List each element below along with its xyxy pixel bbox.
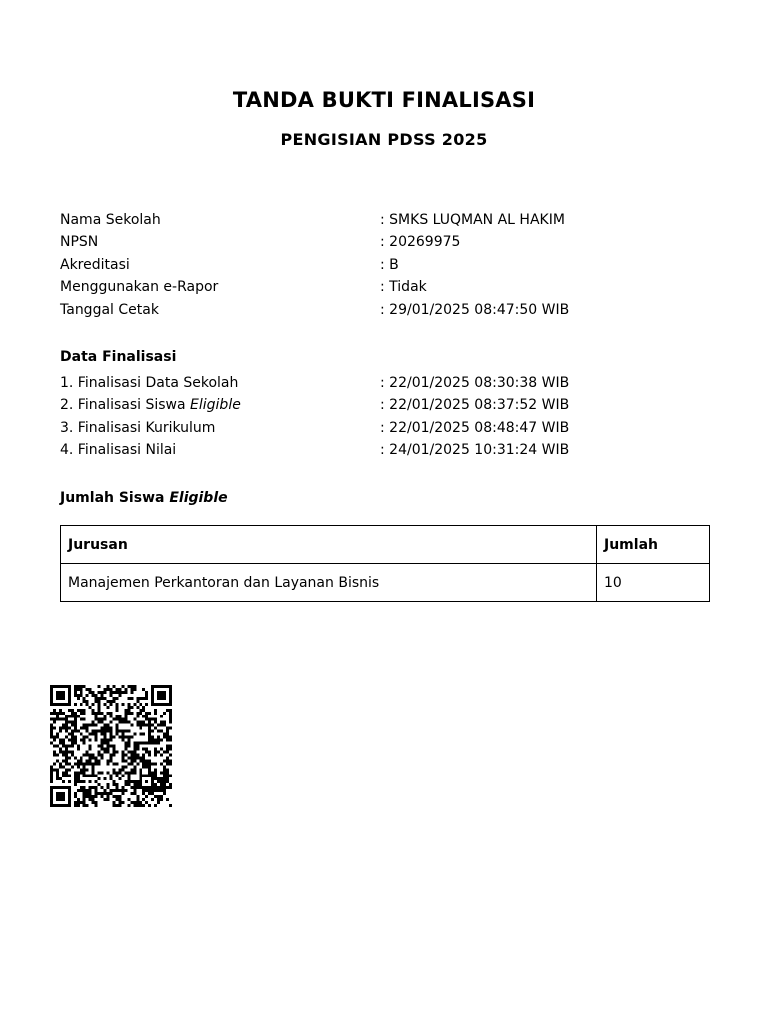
- finalisasi-row: [60, 439, 720, 461]
- info-row-tanggal-cetak: [60, 299, 720, 321]
- finalisasi-row: [60, 372, 720, 394]
- finalisasi-label: 4. Finalisasi Nilai: [60, 442, 177, 458]
- info-value: : Tidak: [380, 279, 427, 295]
- section-title-finalisasi: Data Finalisasi: [60, 349, 177, 365]
- finalisasi-label: 3. Finalisasi Kurikulum: [60, 420, 216, 436]
- info-label: Nama Sekolah: [60, 212, 161, 228]
- info-label: Akreditasi: [60, 257, 130, 273]
- table-row: [61, 564, 710, 602]
- cell-jumlah: 10: [597, 564, 710, 602]
- column-header-jurusan: Jurusan: [61, 526, 597, 564]
- info-row-nama-sekolah: [60, 209, 720, 231]
- finalisasi-value: : 22/01/2025 08:37:52 WIB: [380, 397, 570, 413]
- section-title-eligible: Jumlah Siswa Eligible: [60, 490, 228, 506]
- document-subtitle: PENGISIAN PDSS 2025: [280, 130, 488, 149]
- info-value: : 20269975: [380, 234, 461, 250]
- info-label: NPSN: [60, 234, 99, 250]
- finalisasi-row: [60, 417, 720, 439]
- info-value: : SMKS LUQMAN AL HAKIM: [380, 212, 565, 228]
- finalisasi-value: : 24/01/2025 10:31:24 WIB: [380, 442, 570, 458]
- finalisasi-value: : 22/01/2025 08:30:38 WIB: [380, 375, 570, 391]
- finalisasi-label: 1. Finalisasi Data Sekolah: [60, 375, 239, 391]
- info-row-npsn: [60, 231, 720, 253]
- info-value: : 29/01/2025 08:47:50 WIB: [380, 302, 570, 318]
- finalisasi-value: : 22/01/2025 08:48:47 WIB: [380, 420, 570, 436]
- document-title: TANDA BUKTI FINALISASI: [232, 88, 536, 112]
- qr-code: [50, 684, 172, 808]
- table-header-row: [61, 526, 710, 564]
- info-value: : B: [380, 257, 399, 273]
- info-label: Menggunakan e-Rapor: [60, 279, 219, 295]
- cell-jurusan: Manajemen Perkantoran dan Layanan Bisnis: [61, 564, 597, 602]
- eligible-table: [60, 525, 710, 602]
- column-header-jumlah: Jumlah: [597, 526, 710, 564]
- info-label: Tanggal Cetak: [60, 302, 159, 318]
- finalisasi-label: 2. Finalisasi Siswa Eligible: [60, 397, 241, 413]
- info-row-e-rapor: [60, 276, 720, 298]
- finalisasi-row: [60, 394, 720, 416]
- info-row-akreditasi: [60, 254, 720, 276]
